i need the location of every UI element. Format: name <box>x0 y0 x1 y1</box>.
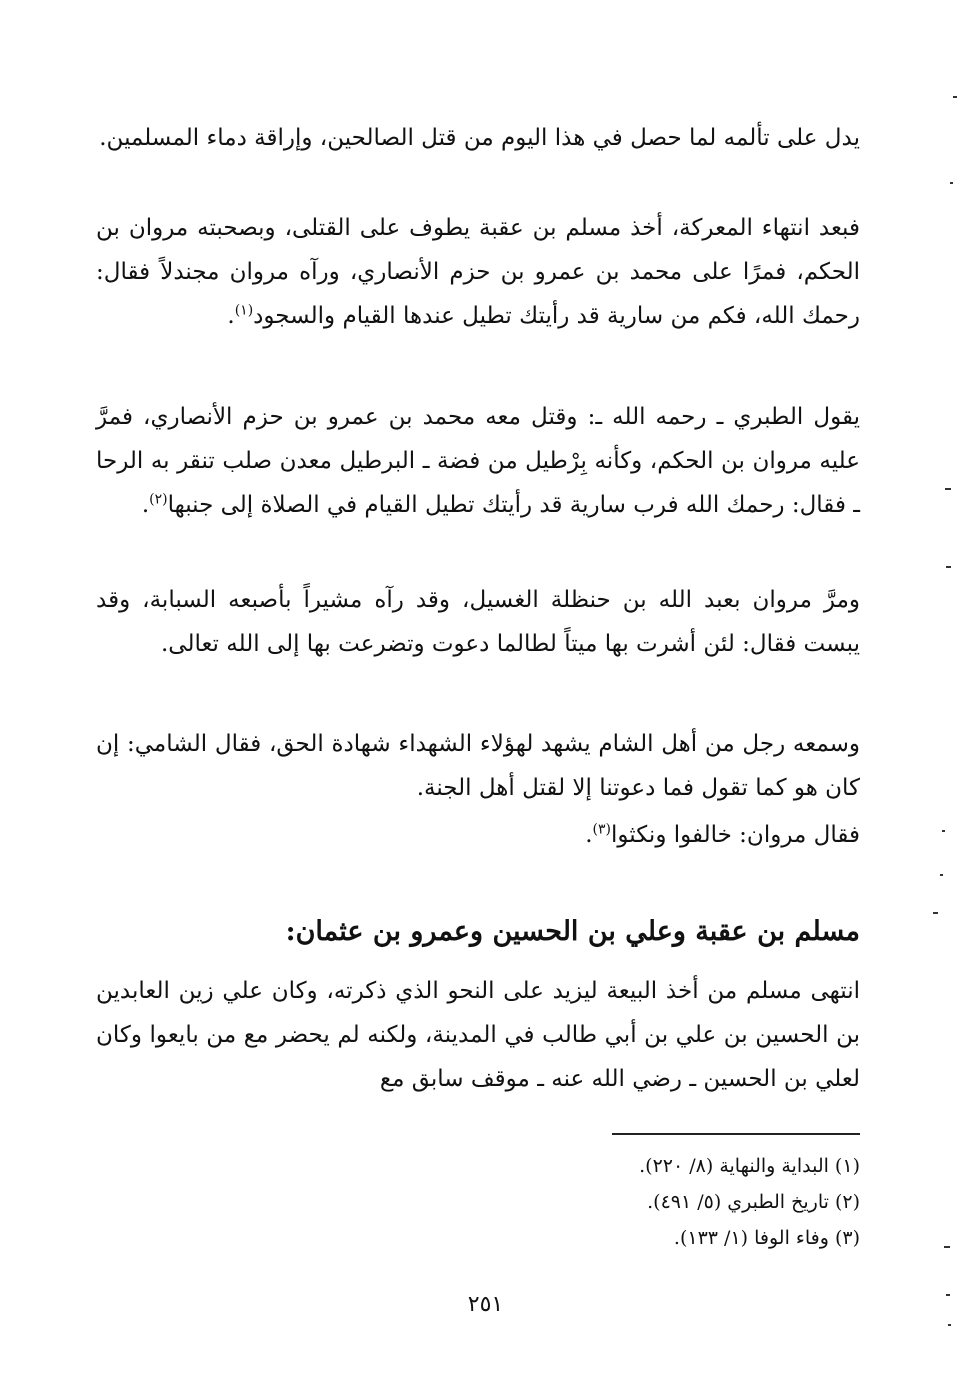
scan-mark <box>944 1246 950 1248</box>
scan-mark <box>948 1324 951 1326</box>
footnote-ref-1[interactable]: (١) <box>234 302 254 319</box>
page-number: ٢٥١ <box>467 1292 504 1317</box>
paragraph-1 <box>96 116 860 160</box>
footnote-3: (٣) وفاء الوفا (١/ ١٣٣). <box>673 1227 860 1249</box>
scan-mark <box>946 1294 950 1296</box>
paragraph-4-text: ومرَّ مروان بعبد الله بن حنظلة الغسيل، وقد رآه مشيراً بأصبعه السبابة، وقد يبست فقال: لئن أشرت بها ميتاً لطالما دعوت وتضرعت بها إلى الله تعالى. <box>96 587 860 657</box>
paragraph-7 <box>96 969 860 1101</box>
paragraph-2-end: . <box>227 303 235 329</box>
footnote-2: (٢) تاريخ الطبري (٥/ ٤٩١). <box>647 1191 860 1213</box>
paragraph-5-text: وسمعه رجل من أهل الشام يشهد لهؤلاء الشهداء شهادة الحق، فقال الشامي: إن كان هو كما تقول فما دعوتنا إلا لقتل أهل الجنة. <box>96 731 860 801</box>
scan-mark <box>953 96 957 98</box>
paragraph-3-text: يقول الطبري ـ رحمه الله ـ: وقتل معه محمد بن عمرو بن حزم الأنصاري، فمرَّ عليه مروان بن الحكم، وكأنه بِرْطيل من فضة ـ البرطيل معدن صلب تنقر به الرحا ـ فقال: رحمك الله فرب سارية قد رأيتك تطيل القيام في الصلاة إلى جنبها <box>96 404 860 518</box>
paragraph-6-end: . <box>585 822 593 848</box>
paragraph-4 <box>96 578 860 666</box>
paragraph-6 <box>96 813 860 857</box>
scan-mark <box>946 566 951 568</box>
scan-mark <box>933 912 938 914</box>
scan-mark <box>950 182 953 184</box>
paragraph-6-text: فقال مروان: خالفوا ونكثوا <box>611 822 860 848</box>
scan-mark <box>945 488 951 490</box>
paragraph-1-text: يدل على تألمه لما حصل في هذا اليوم من قتل الصالحين، وإراقة دماء المسلمين. <box>99 125 860 151</box>
footnote-ref-2[interactable]: (٢) <box>149 491 168 508</box>
footnote-ref-3[interactable]: (٣) <box>592 821 611 838</box>
paragraph-2 <box>96 206 860 338</box>
paragraph-2-text: فبعد انتهاء المعركة، أخذ مسلم بن عقبة يطوف على القتلى، وبصحبته مروان بن الحكم، فمرًا على محمد بن عمرو بن حزم الأنصاري، ورآه مروان مجندلاً فقال: رحمك الله، فكم من سارية قد رأيتك تطيل عندها القيام والسجود <box>96 215 860 329</box>
paragraph-3-end: . <box>141 492 150 518</box>
footnote-1: (١) البداية والنهاية (٨/ ٢٢٠). <box>639 1155 860 1177</box>
paragraph-7-text: انتهى مسلم من أخذ البيعة ليزيد على النحو الذي ذكرته، وكان علي زين العابدين بن الحسين بن علي بن أبي طالب في المدينة، ولكنه لم يحضر مع من بايعوا وكان لعلي بن الحسين ـ رضي الله عنه ـ موقف سابق مع <box>96 978 860 1092</box>
footnotes-list <box>96 1148 860 1256</box>
paragraph-3 <box>96 395 860 527</box>
footnote-divider <box>612 1133 860 1135</box>
section-heading: مسلم بن عقبة وعلي بن الحسين وعمرو بن عثمان: <box>285 916 860 947</box>
paragraph-5 <box>96 722 860 810</box>
scan-mark <box>940 874 943 876</box>
scan-mark <box>942 830 945 832</box>
